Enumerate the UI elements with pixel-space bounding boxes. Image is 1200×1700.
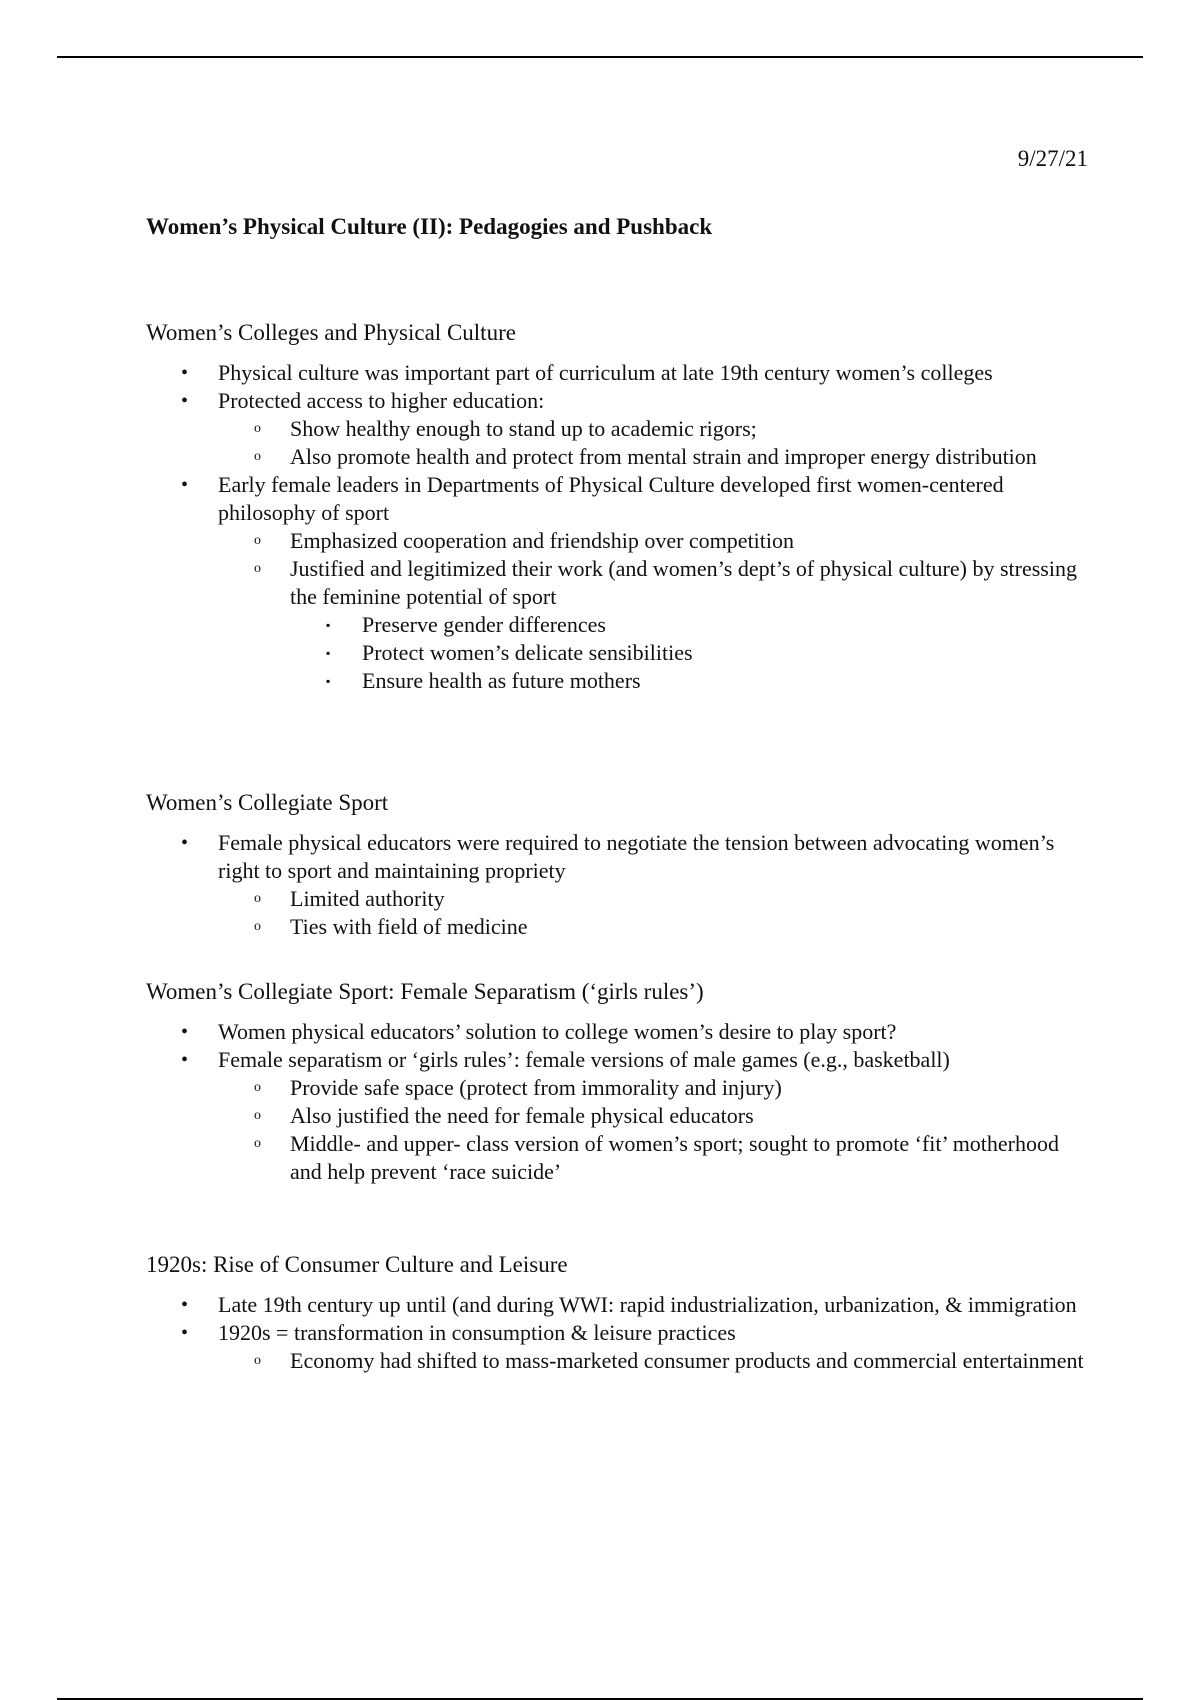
circle-marker: o (254, 561, 261, 576)
list-item: o Limited authority (254, 886, 445, 911)
section-womens-colleges (146, 318, 1096, 695)
list-item: o Middle- and upper- class version of women’s sport; sought to promote ‘fit’ motherhood and help prevent ‘race suicide’ (254, 1131, 1060, 1184)
document-date: 9/27/21 (1017, 146, 1088, 171)
bullet-marker: • (181, 1294, 189, 1316)
section-heading: Women’s Colleges and Physical Culture (146, 320, 516, 345)
bullet-marker: • (181, 1021, 189, 1043)
circle-marker: o (254, 891, 261, 906)
sub-list (218, 1347, 1096, 1375)
list-item: o Emphasized cooperation and friendship over competition (254, 528, 795, 553)
list-item: • Female separatism or ‘girls rules’: female versions of male games (e.g., basketball) o Provide safe space (protect from immorality and injury) o Also justified the need for female physical educators o Middle- and upper- class version of women’s sport; sought to promote ‘fit’ motherhood and help prevent ‘race suicide’ (146, 1046, 1096, 1186)
circle-marker: o (254, 421, 261, 436)
bullet-marker: • (181, 474, 189, 496)
circle-marker: o (254, 1108, 261, 1123)
list-item: • Protected access to higher education: o Show healthy enough to stand up to academic rigors; o Also promote health and protect from mental strain and improper energy distribution (146, 387, 1096, 471)
bullet-marker: • (181, 1322, 189, 1344)
list-item: o Provide safe space (protect from immorality and injury) (254, 1075, 782, 1100)
document-title: Women’s Physical Culture (II): Pedagogies and Pushback (146, 214, 713, 239)
circle-marker: o (254, 1136, 261, 1151)
list-item: ▪ Protect women’s delicate sensibilities (326, 640, 693, 665)
bullet-list (146, 1291, 1096, 1375)
section-female-separatism (146, 977, 1096, 1186)
circle-marker: o (254, 919, 261, 934)
section-heading: 1920s: Rise of Consumer Culture and Leisure (146, 1252, 568, 1277)
list-item: • Late 19th century up until (and during WWI: rapid industrialization, urbanization, & immigration (181, 1292, 1077, 1317)
list-item: o Show healthy enough to stand up to academic rigors; (254, 416, 757, 441)
list-item: • Female physical educators were required to negotiate the tension between advocating women’s right to sport and maintaining propriety o Limited authority o Ties with field of medicine (146, 829, 1096, 941)
list-item: • Early female leaders in Departments of Physical Culture developed first women-centered philosophy of sport o Emphasized cooperation and friendship over competition o Justified and legitimized their work (and women’s dept’s of physical culture) by stressing the feminine potential of sport ▪ Preserve gender differences ▪ Protect women’s delicate sensibilities ▪ Ensure health as future mothers (146, 471, 1096, 695)
bullet-marker: • (181, 390, 189, 412)
sub-list (218, 527, 1096, 695)
circle-marker: o (254, 449, 261, 464)
square-marker: ▪ (326, 646, 331, 660)
section-heading: Women’s Collegiate Sport: Female Separatism (‘girls rules’) (146, 979, 704, 1004)
section-consumer-culture (146, 1250, 1096, 1375)
sub-list (218, 885, 1096, 941)
sub-list (218, 415, 1096, 471)
list-item: ▪ Ensure health as future mothers (326, 668, 641, 693)
list-item: o Economy had shifted to mass-marketed consumer products and commercial entertainment (254, 1348, 1084, 1373)
sub-list (218, 1074, 1096, 1186)
square-marker: ▪ (326, 674, 331, 688)
list-item: • Women physical educators’ solution to college women’s desire to play sport? (181, 1019, 897, 1044)
sub-sub-list (290, 611, 1096, 695)
list-item: • 1920s = transformation in consumption & leisure practices o Economy had shifted to mass-marketed consumer products and commercial entertainment (146, 1319, 1096, 1375)
bullet-marker: • (181, 832, 189, 854)
bullet-marker: • (181, 1049, 189, 1071)
list-item: • Physical culture was important part of curriculum at late 19th century women’s colleges (181, 360, 993, 385)
list-item: o Ties with field of medicine (254, 914, 528, 939)
list-item: ▪ Preserve gender differences (326, 612, 606, 637)
square-marker: ▪ (326, 618, 331, 632)
bullet-list (146, 829, 1096, 941)
list-item: o Justified and legitimized their work (and women’s dept’s of physical culture) by stressing the feminine potential of sport ▪ Preserve gender differences ▪ Protect women’s delicate sensibilities ▪ Ensure health as future mothers (218, 555, 1096, 695)
list-item: o Also promote health and protect from mental strain and improper energy distribution (254, 444, 1037, 469)
circle-marker: o (254, 1080, 261, 1095)
bullet-list (146, 359, 1096, 695)
top-rule (57, 56, 1143, 58)
bullet-marker: • (181, 362, 189, 384)
section-womens-collegiate-sport (146, 788, 1096, 941)
circle-marker: o (254, 1353, 261, 1368)
circle-marker: o (254, 533, 261, 548)
bullet-list (146, 1018, 1096, 1186)
list-item: o Also justified the need for female physical educators (254, 1103, 754, 1128)
section-heading: Women’s Collegiate Sport (146, 790, 389, 815)
